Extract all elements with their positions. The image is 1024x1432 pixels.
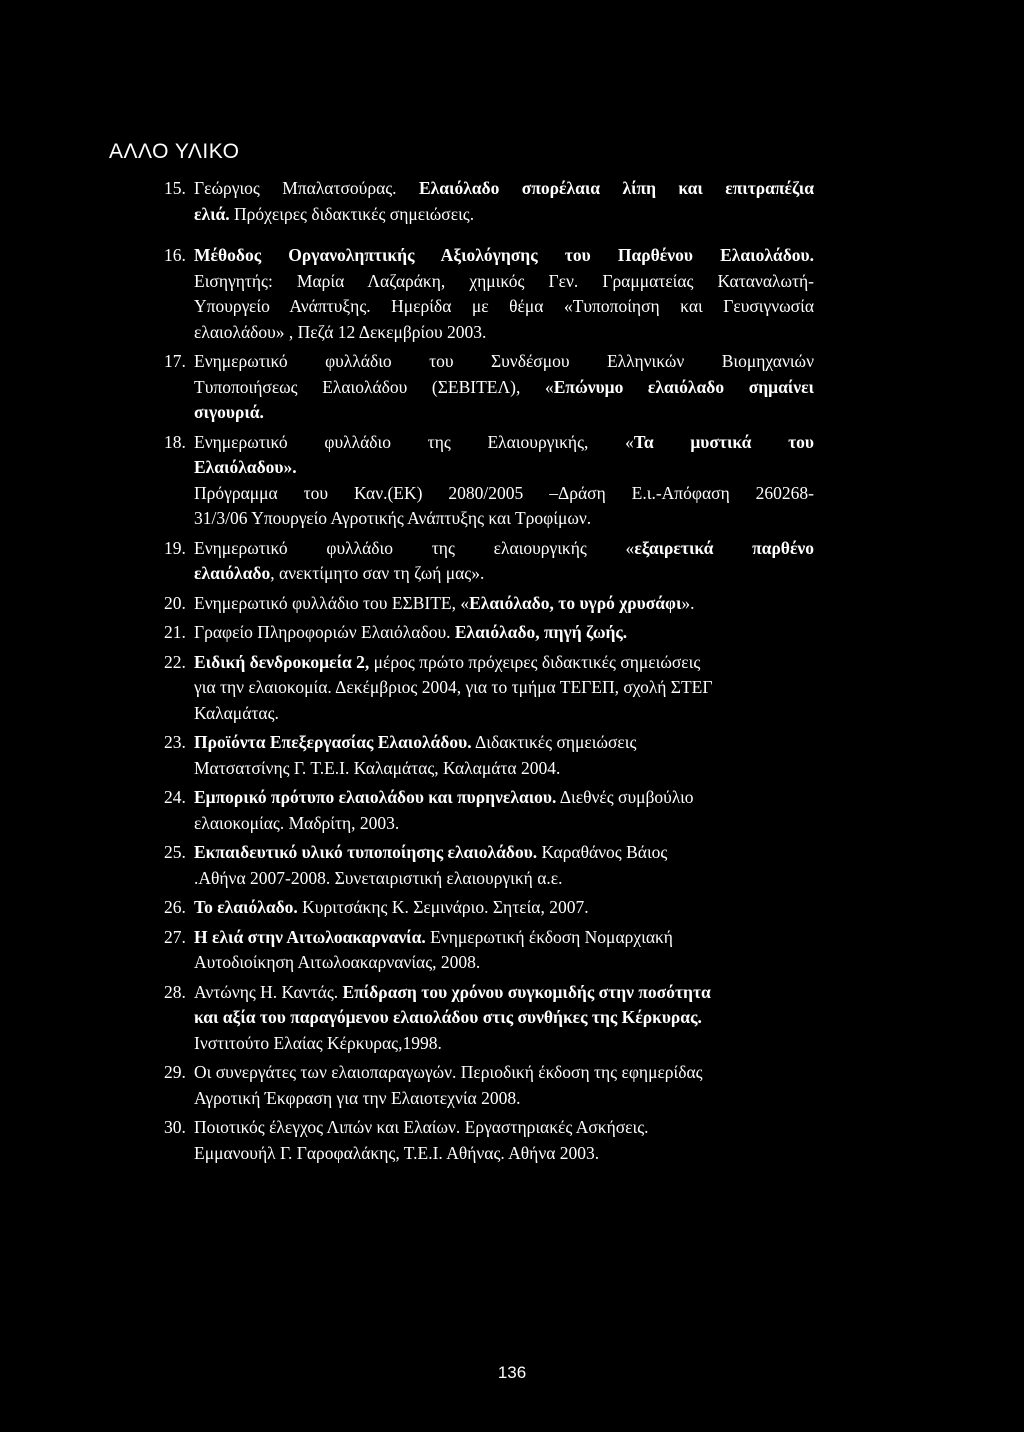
reference-number: 25. [164,842,186,862]
reference-detail-2: ελαιοκομίας. Μαδρίτη, 2003. [194,812,400,833]
reference-title: Η ελιά στην Αιτωλοακαρνανία. [194,926,426,947]
reference-number: 19. [164,537,186,558]
reference-title-cont: σιγουριά. [194,402,264,422]
reference-number: 23. [164,732,186,752]
reference-title: Το ελαιόλαδο. [194,897,298,917]
reference-number: 22. [164,651,186,672]
reference-title: Ελαιόλαδο σπορέλαια λίπη και επιτραπέζια [418,178,815,198]
reference-title: Εκπαιδευτικό υλικό τυποποίησης ελαιολάδου. [194,842,538,862]
section-heading: ΑΛΛΟ ΥΛΙΚΟ [109,140,240,163]
reference-title: Μέθοδος Οργανοληπτικής Αξιολόγησης του Παρθένου Ελαιολάδου. [194,245,814,265]
reference-number: 15. [164,178,186,198]
reference-title: Επώνυμο ελαιόλαδο σημαίνει [553,376,814,397]
reference-author: Γραφείο Πληροφοριών Ελαιόλαδου. [194,622,451,642]
reference-number: 17. [164,351,186,371]
reference-detail-1: Ενημερωτική έκδοση Νομαρχιακή [430,926,673,947]
reference-punct: ». [681,592,695,613]
reference-number: 18. [164,431,186,452]
reference-detail-2: Ματσατσίνης Γ. Τ.Ε.Ι. Καλαμάτας, Καλαμάτα 2004. [194,757,561,778]
reference-title-cont: ελαιόλαδο [194,563,271,583]
reference-detail-2: Υπουργείο Ανάπτυξης. Ημερίδα με θέμα «Τυποποίηση και Γευσιγνωσία [194,296,814,316]
reference-item-29 [164,1060,814,1111]
reference-item-30 [164,1115,814,1166]
reference-author-cont: Τυποποιήσεως Ελαιολάδου (ΣΕΒΙΤΕΛ), « [194,376,554,397]
reference-number: 16. [164,245,186,265]
reference-title: Επίδραση του χρόνου συγκομιδής στην ποσότητα [342,981,711,1002]
reference-item-18 [164,430,814,532]
reference-item-28 [164,980,814,1057]
reference-item-19 [164,536,814,587]
reference-title: Εμπορικό πρότυπο ελαιολάδου και πυρηνελαιου. [194,787,557,807]
reference-detail: , ανεκτίμητο σαν τη ζωή μας». [270,563,485,583]
reference-detail: Κυριτσάκης Κ. Σεμινάριο. Σητεία, 2007. [302,897,589,917]
reference-author: Ενημερωτικό φυλλάδιο του Συνδέσμου Ελληνικών Βιομηχανιών [194,351,814,371]
reference-author: Ενημερωτικό φυλλάδιο της Ελαιουργικής, « [194,431,634,452]
reference-item-15 [164,176,814,227]
reference-item-25 [164,840,814,891]
reference-list [164,176,814,1170]
reference-number: 29. [164,1062,186,1082]
reference-title: Προϊόντα Επεξεργασίας Ελαιολάδου. [194,732,472,752]
reference-title: εξαιρετικά παρθένο [634,537,814,558]
reference-detail-3: ελαιολάδου» , Πεζά 12 Δεκεμβρίου 2003. [194,321,487,342]
reference-title-cont: και αξία του παραγόμενου ελαιολάδου στις συνθήκες της Κέρκυρας. [194,1007,702,1027]
reference-item-22 [164,650,814,727]
reference-detail-2: Αυτοδιοίκηση Αιτωλοακαρνανίας, 2008. [194,952,481,972]
reference-detail-1: Πρόγραμμα του Καν.(ΕΚ) 2080/2005 –Δράση Ε.ι.-Απόφαση 260268- [194,482,814,503]
reference-number: 24. [164,787,186,807]
reference-author: Γεώργιος Μπαλατσούρας. [194,178,397,198]
reference-item-21 [164,620,814,646]
reference-number: 27. [164,926,186,947]
reference-author: Αντώνης Η. Καντάς. [194,981,339,1002]
reference-detail-2: Εμμανουήλ Γ. Γαροφαλάκης, Τ.Ε.Ι. Αθήνας. Αθήνα 2003. [194,1142,600,1163]
page-number: 136 [497,1363,527,1382]
reference-detail-2: Αγροτική Έκφραση για την Ελαιοτεχνία 2008. [194,1087,521,1108]
reference-detail-2: 31/3/06 Υπουργείο Αγροτικής Ανάπτυξης και Τροφίμων. [194,508,592,528]
reference-detail-3: Καλαμάτας. [194,702,279,723]
reference-detail-1: Καραθάνος Βάιος [541,842,668,862]
reference-title: Ελαιόλαδο, το υγρό χρυσάφι [469,592,682,613]
reference-item-17 [164,349,814,426]
reference-item-16 [164,243,814,345]
reference-item-24 [164,785,814,836]
reference-title-cont: ελιά. [194,203,230,224]
reference-title-cont: Ελαιόλαδου». [194,457,297,477]
reference-number: 30. [164,1117,186,1137]
reference-detail: Πρόχειρες διδακτικές σημειώσεις. [234,203,475,224]
reference-detail-1: Οι συνεργάτες των ελαιοπαραγωγών. Περιοδική έκδοση της εφημερίδας [194,1062,703,1082]
reference-number: 20. [164,592,186,613]
reference-detail-2: για την ελαιοκομία. Δεκέμβριος 2004, για το τμήμα ΤΕΓΕΠ, σχολή ΣΤΕΓ [194,677,713,697]
reference-detail: Ινστιτούτο Ελαίας Κέρκυρας,1998. [194,1032,442,1053]
reference-detail-2: .Αθήνα 2007-2008. Συνεταιριστική ελαιουργική α.ε. [194,867,563,888]
reference-author: Ενημερωτικό φυλλάδιο της ελαιουργικής « [194,537,635,558]
reference-number: 26. [164,897,186,917]
reference-detail-1: Διδακτικές σημειώσεις [475,732,637,752]
reference-detail-1: μέρος πρώτο πρόχειρες διδακτικές σημειώσεις [373,651,701,672]
reference-item-23 [164,730,814,781]
reference-detail-1: Εισηγητής: Μαρία Λαζαράκη, χημικός Γεν. Γραμματείας Καταναλωτή- [194,270,814,291]
reference-author: Ενημερωτικό φυλλάδιο του ΕΣΒΙΤΕ, « [194,592,470,613]
reference-item-26 [164,895,814,921]
reference-number: 21. [164,622,186,642]
reference-item-20 [164,591,814,617]
reference-title: Ειδική δενδροκομεία 2, [194,651,370,672]
reference-number: 28. [164,981,186,1002]
reference-title: Τα μυστικά του [633,431,814,452]
reference-item-27 [164,925,814,976]
reference-detail-1: Ποιοτικός έλεγχος Λιπών και Ελαίων. Εργαστηριακές Ασκήσεις. [194,1117,649,1137]
reference-title: Ελαιόλαδο, πηγή ζωής. [454,622,628,642]
reference-detail-1: Διεθνές συμβούλιο [559,787,694,807]
